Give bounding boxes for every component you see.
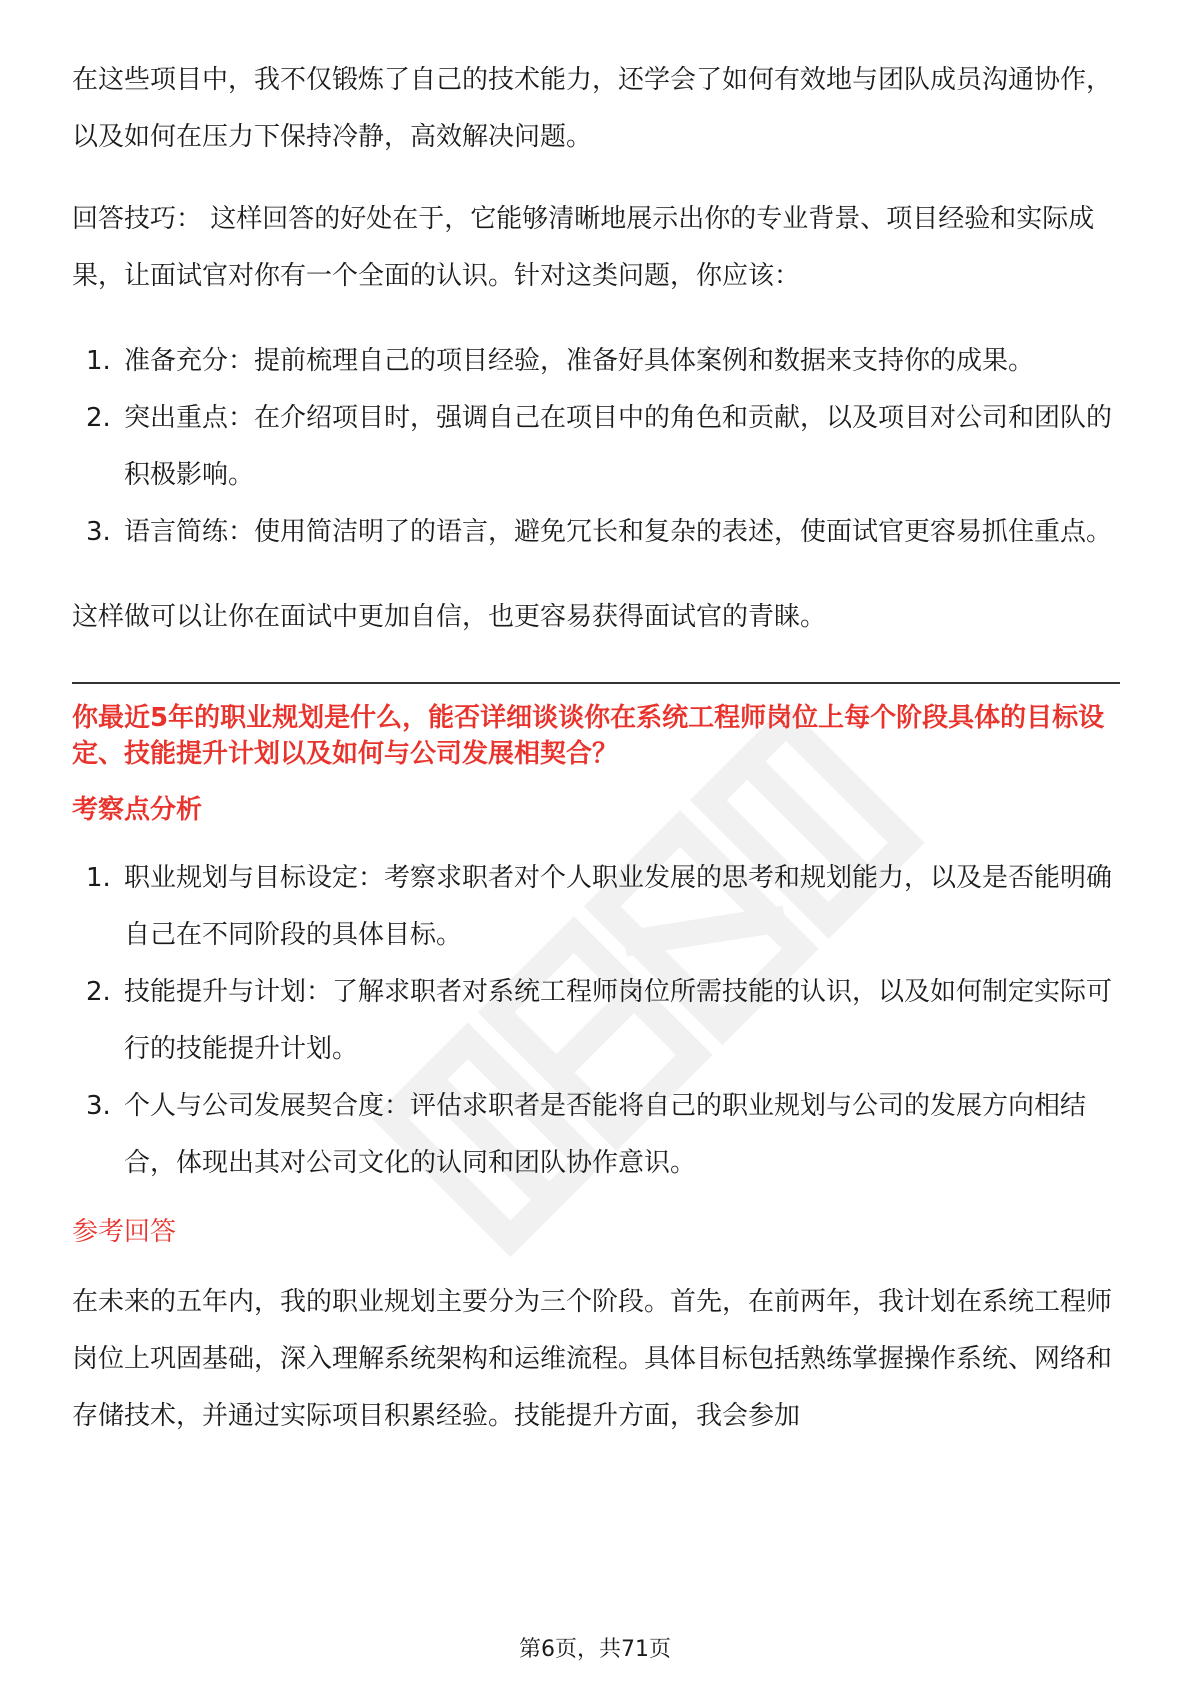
list-item-number: 2.: [86, 403, 111, 433]
list-item-number: 3.: [86, 1091, 111, 1121]
list-item-text: 职业规划与目标设定：考察求职者对个人职业发展的思考和规划能力，以及是否能明确自己在不同阶段的具体目标。: [124, 863, 1113, 950]
page-number-footer: 第6页，共71页: [519, 1637, 671, 1662]
list-item: [72, 850, 1120, 964]
paragraph-answer-tips: 回答技巧： 这样回答的好处在于，它能够清晰地展示出你的专业背景、项目经验和实际成果，让面试官对你有一个全面的认识。针对这类问题，你应该：: [72, 204, 1095, 291]
answer-heading: 参考回答: [72, 1217, 177, 1247]
paragraph-reference-answer: 在未来的五年内，我的职业规划主要分为三个阶段。首先，在前两年，我计划在系统工程师岗位上巩固基础，深入理解系统架构和运维流程。具体目标包括熟练掌握操作系统、网络和存储技术，并通过实际项目积累经验。技能提升方面，我会参加: [72, 1287, 1113, 1431]
list-item: [72, 504, 1120, 561]
list-item-text: 个人与公司发展契合度：评估求职者是否能将自己的职业规划与公司的发展方向相结合，体现出其对公司文化的认同和团队协作意识。: [124, 1091, 1087, 1178]
list-item-number: 1.: [86, 346, 111, 376]
list-item: [72, 390, 1120, 504]
list-item-text: 准备充分：提前梳理自己的项目经验，准备好具体案例和数据来支持你的成果。: [124, 346, 1035, 376]
list-item: [72, 333, 1120, 390]
list-item-text: 语言简练：使用简洁明了的语言，避免冗长和复杂的表述，使面试官更容易抓住重点。: [124, 517, 1113, 547]
tips-list: [72, 333, 1120, 561]
analysis-heading: 考察点分析: [72, 795, 203, 825]
page-content: [72, 52, 1120, 1445]
paragraph-conclusion: 这样做可以让你在面试中更加自信，也更容易获得面试官的青睐。: [72, 602, 827, 632]
list-item-number: 2.: [86, 977, 111, 1007]
list-item-number: 3.: [86, 517, 111, 547]
paragraph-projects-summary: 在这些项目中，我不仅锻炼了自己的技术能力，还学会了如何有效地与团队成员沟通协作，以及如何在压力下保持冷静，高效解决问题。: [72, 65, 1113, 152]
list-item-text: 技能提升与计划：了解求职者对系统工程师岗位所需技能的认识，以及如何制定实际可行的技能提升计划。: [124, 977, 1113, 1064]
list-item-number: 1.: [86, 863, 111, 893]
list-item: [72, 1078, 1120, 1192]
interview-question: 你最近5年的职业规划是什么，能否详细谈谈你在系统工程师岗位上每个阶段具体的目标设定、技能提升计划以及如何与公司发展相契合？: [72, 703, 1105, 769]
list-item: [72, 964, 1120, 1078]
list-item-text: 突出重点：在介绍项目时，强调自己在项目中的角色和贡献，以及项目对公司和团队的积极影响。: [124, 403, 1113, 490]
analysis-list: [72, 850, 1120, 1192]
